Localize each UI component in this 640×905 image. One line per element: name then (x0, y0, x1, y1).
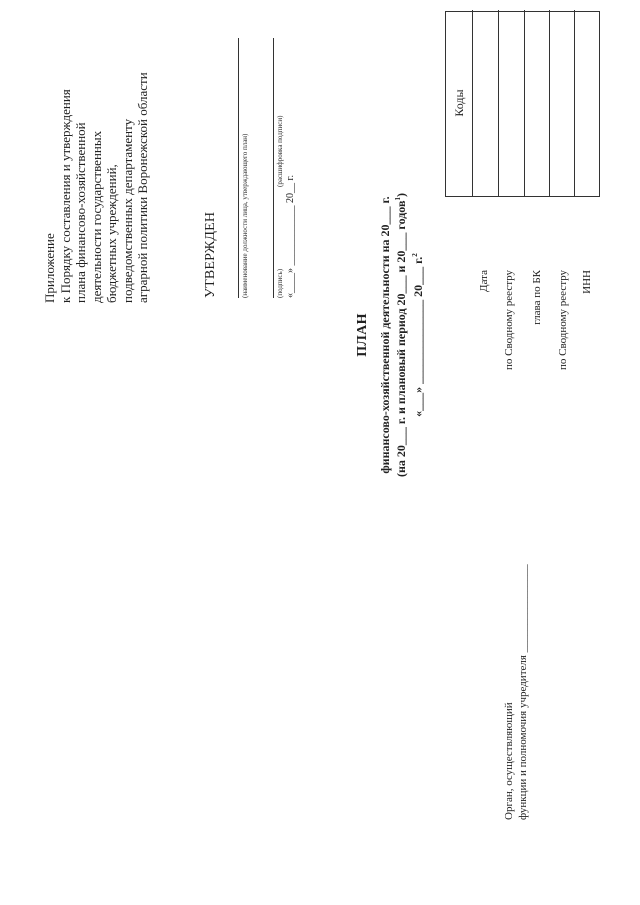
plan-title: ПЛАН (355, 313, 370, 357)
codes-row-label: по Сводному реестру (557, 270, 569, 370)
plan-period (394, 85, 409, 585)
founder-organ-line: функции и полномочия учредителя ________________ (516, 564, 529, 820)
footnote-1: 1 (394, 197, 402, 201)
position-line (238, 38, 239, 298)
appendix-block (42, 72, 151, 303)
code-cell-bk-chapter[interactable] (525, 10, 550, 196)
appendix-line: бюджетных учреждений, (104, 164, 119, 303)
footnote-2: 2 (411, 253, 419, 257)
appendix-line: подведомственных департаменту (119, 118, 135, 303)
codes-table (445, 11, 600, 197)
appendix-line: плана финансово-хозяйственной (73, 122, 88, 303)
codes-row-label: Дата (478, 270, 490, 292)
appendix-line: к Порядку составления и утверждения (57, 89, 73, 303)
codes-row-label: ИНН (581, 270, 593, 294)
appendix-line: деятельности государственных (88, 130, 104, 303)
codes-row-label: глава по БК (531, 270, 543, 325)
approval-date-line: «____» ____________ 20__ г. (285, 175, 296, 298)
code-cell-register-2[interactable] (550, 10, 575, 196)
appendix-line: аграрной политики Воронежской области (135, 72, 150, 303)
code-cell-register[interactable] (499, 10, 525, 196)
plan-subtitle: финансово-хозяйственной деятельности на 20___ г. (378, 196, 392, 474)
signature-line (273, 38, 274, 298)
code-cell-inn[interactable] (575, 10, 599, 196)
appendix-line: Приложение (42, 233, 57, 303)
plan-date (411, 85, 426, 585)
founder-organ-line: Орган, осуществляющий (503, 702, 515, 820)
plan-date-text: «___» ______________ 20___ г. (411, 256, 425, 417)
approved-title: УТВЕРЖДЕН (203, 211, 218, 298)
plan-period-text: (на 20___ г. и плановый период 20___ и 20___ годов (394, 200, 408, 477)
decryption-caption: (расшифровка подписи) (276, 115, 284, 187)
founder-organ-block (503, 564, 530, 820)
code-cell-date[interactable] (473, 10, 499, 196)
plan-period-close: ) (394, 193, 408, 198)
position-caption: (наименование должности лица, утверждающего план) (241, 133, 249, 298)
codes-row-label: по Сводному реестру (503, 270, 515, 370)
signature-caption: (подпись) (276, 268, 284, 298)
codes-header: Коды (446, 10, 473, 196)
